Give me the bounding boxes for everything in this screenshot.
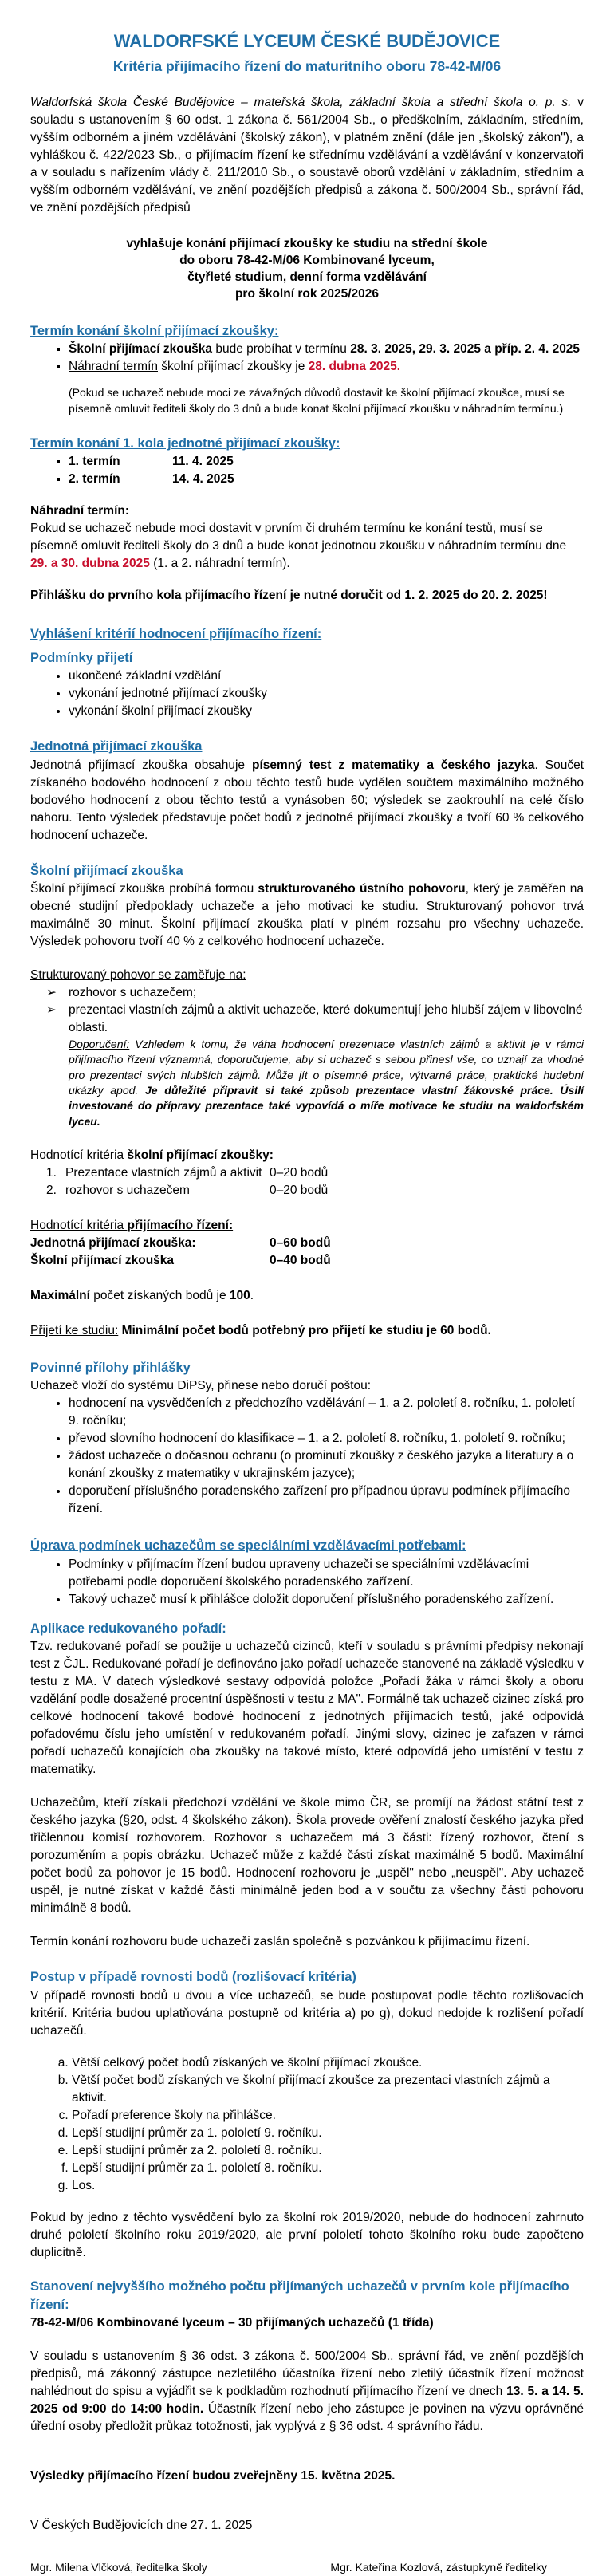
admission-points: 0–60 bodů [270, 1235, 331, 1250]
exam-text: bude probíhat v termínu [212, 342, 351, 356]
application-deadline: Přihlášku do prvního kola přijímacího řízení je nutné doručit od 1. 2. 2025 do 20. 2. 2025! [30, 589, 548, 603]
admission-item: Jednotná přijímací zkouška: [30, 1235, 196, 1250]
admission-points: 0–40 bodů [270, 1253, 331, 1267]
school-exam-dates-heading: Termín konání školní přijímací zkoušky: [30, 323, 279, 338]
list-item: e. Lepší studijní průměr za 2. pololetí 8. ročníku. [72, 2142, 584, 2160]
recommend-text: Vzhledem k tomu, že váha hodnocení prezentace vlastních zájmů a aktivit je v rámci přijímacího řízení významná, doporučujeme, aby si uchazeč s sebou přinesl vše, co uznají za vhodné pro prezentaci svých hlubších zájmů. Může jít o písemné práce, výtvarné práce, praktické hudební ukázky apod. [69, 1038, 584, 1097]
first-round-heading: Termín konání 1. kola jednotné přijímací zkoušky: [30, 435, 340, 451]
intro-text: v souladu s ustanovením § 60 odst. 1 zákona č. 561/2004 Sb., o předškolním, základním, středním, vyšším odborném a jiném vzdělávání (školský zákon), v platném znění (dále jen „školský zákon"), a vyhláškou č. 422/2023 Sb., o přijímacím řízení ke střednímu vzdělávání a vzdělávání v konzervatoři a v souladu s nařízením vlády č. 211/2010 Sb., o soustavě oborů vzdělání v základním, středním a vyšším odborném vzdělávání, ve znění pozdějších předpisů a zákona č. 500/2004 Sb., správní řád, ve znění pozdějších předpisů [30, 96, 584, 215]
list-item: • vykonání jednotné přijímací zkoušky [69, 685, 584, 703]
list-item: • převod slovního hodnocení do klasifikace – 1. a 2. pololetí 8. ročníku, 1. pololetí 9. ročníku; [69, 1430, 584, 1448]
scoring-list [30, 1164, 584, 1199]
scoring-heading [30, 1147, 584, 1164]
substitute-tail: (1. a 2. náhradní termín). [149, 557, 290, 571]
reduced-order-p2: Uchazečům, kteří získali předchozí vzdělání ve škole mimo ČR, se promíjí na žádost státní test z českého jazyka (§20, odst. 4 školského zákon). Škola provede ověření znalostí českého jazyka před třičlennou komisí rozhovorem. Rozhovor s uchazečem má 3 části: řízený rozhovor, čtení s porozuměním a popis obrázku. Uchazeč může z každé části získat maximálně 5 bodů. Maximální počet bodů za pohovor je 15 bodů. Hodnocení rozhovoru je „uspěl" nebo „neuspěl". Aby uchazeč uspěl, je nutné získat v každé části minimálně jeden bod a v součtu za všechny části pohovoru minimálně 8 bodů. [30, 1796, 584, 1916]
substitute-date: 29. a 30. dubna 2025 [30, 557, 150, 571]
capacity-heading: Stanovení nejvyššího možného počtu přijímaných uchazečů v prvním kole přijímacího řízení: [30, 2279, 569, 2313]
scoring-points: 0–20 bodů [270, 1183, 329, 1197]
signature-deputy: Mgr. Kateřina Kozlová, zástupkyně ředitelky [330, 2561, 547, 2574]
scoring-row: 2. rozhovor s uchazečem 0–20 bodů [46, 1182, 584, 1199]
list-item: f. Lepší studijní průměr za 1. pololetí 8. ročníku. [72, 2160, 584, 2177]
announce-line: čtyřleté studium, denní forma vzdělávání [187, 270, 427, 284]
admission-item: Školní přijímací zkouška [30, 1253, 175, 1267]
focus-text: rozhovor s uchazečem; [69, 986, 197, 1000]
substitute-term-label: Náhradní termín: [30, 504, 130, 518]
text-bold: strukturovaného ústního pohovoru [258, 882, 466, 896]
max-points [30, 1287, 584, 1305]
school-name: Waldorfská škola České Budějovice – mateřská škola, základní škola a střední škola o. p. s. [30, 96, 572, 110]
unified-exam-text [30, 757, 584, 845]
text: , který je zaměřen na obecné studijní předpoklady uchazeče a jeho motivaci ke studiu. Strukturovaný pohovor trvá maximálně 30 minut. Školní přijímací zkouška platí v plném rozsahu pro všechny uchazeče. Výsledek pohovoru tvoří 40 % z celkového hodnocení uchazeče. [30, 882, 584, 949]
focus-list [30, 984, 584, 1037]
list-item: • doporučení příslušného poradenského zařízení pro případnou úpravu podmínek přijímacího řízení. [69, 1483, 584, 1518]
term-date: 14. 4. 2025 [172, 472, 234, 486]
results-announcement: Výsledky přijímacího řízení budou zveřejněny 15. května 2025. [30, 2469, 396, 2483]
text: . Součet získaného bodového hodnocení z obou těchto testů bude vydělen součtem maximálního možného bodového hodnocení z obou těchto testů a vynásoben 60; výsledek se zaokrouhlí na celé číslo nahoru. Tento výsledek představuje počet bodů z jednotné přijímací zkoušky a tvoří 60 % celkového hodnocení uchazeče. [30, 758, 584, 842]
list-item [46, 984, 584, 1002]
announcement [30, 236, 584, 303]
substitute-text: Pokud se uchazeč nebude moci dostavit v prvním či druhém termínu ke konání testů, musí se písemně omluvit řediteli školy do 3 dnů a bude konat jednotnou zkoušku v náhradním termínu dne [30, 522, 567, 553]
text: Hodnotící kritéria [30, 1218, 128, 1232]
tie-break-outro: Pokud by jedno z těchto vysvědčení bylo za školní rok 2019/2020, nebude do hodnocení zahrnuto druhé pololetí školního roku 2019/2020, ale první pololetí tohoto školního roku bude započteno duplicitně. [30, 2210, 584, 2259]
term-date: 11. 4. 2025 [172, 455, 234, 469]
arrow-icon: ➢ [46, 1003, 57, 1018]
list-item: b. Větší počet bodů získaných ve školní přijímací zkoušce za prezentaci vlastních zájmů a aktivit. [72, 2072, 584, 2107]
list-item: • Takový uchazeč musí k přihlášce doložit doporučení příslušného poradenského zařízení. [69, 1591, 584, 1609]
arrow-icon: ➢ [46, 986, 57, 1000]
term-label: ▪ 2. termín [69, 472, 120, 486]
text-bold: 100 [229, 1288, 250, 1302]
text: Jednotná přijímací zkouška obsahuje [30, 758, 252, 772]
focus-text: prezentaci vlastních zájmů a aktivit uchazeče, které dokumentují jeho hlubší zájem v libovolné oblasti. [69, 1003, 583, 1035]
conditions-heading: Podmínky přijetí [30, 650, 133, 665]
school-exam-note: (Pokud se uchazeč nebude moci ze závažných důvodů dostavit ke školní přijímací zkoušce, musí se písemně omluvit řediteli školy do 3 dnů a bude konat školní přijímací zkoušku v náhradním termínu.) [69, 386, 565, 416]
list-item: • hodnocení na vysvědčeních z předchozího vzdělávání – 1. a 2. pololetí 8. ročníku, 1. pololetí 9. ročníku; [69, 1395, 584, 1430]
text: Hodnotící kritéria [30, 1148, 128, 1162]
list-item: • Podmínky v přijímacím řízení budou upraveny uchazeči se speciálními vzdělávacími potřebami podle doporučení školského poradenského zařízení. [69, 1556, 584, 1591]
document-subtitle: Kritéria přijímacího řízení do maturitního oboru 78-42-M/06 [112, 58, 502, 75]
substitute-term-text [30, 520, 584, 573]
text: počet získaných bodů je [89, 1288, 230, 1302]
list-item: • žádost uchazeče o dočasnou ochranu (o prominutí zkoušky z českého jazyka a literatury a o konání zkoušky z matematiky v ukrajinském jazyce); [69, 1448, 584, 1483]
recommendation [30, 1037, 584, 1129]
inspection-text [30, 2348, 584, 2436]
substitute-date: 28. dubna 2025. [308, 360, 401, 374]
text: . [250, 1288, 254, 1302]
list-item: d. Lepší studijní průměr za 1. pololetí 9. ročníku. [72, 2125, 584, 2142]
capacity-line: 78-42-M/06 Kombinované lyceum – 30 přijímaných uchazečů (1 třída) [30, 2316, 434, 2330]
scoring-points: 0–20 bodů [270, 1165, 329, 1180]
text-bold: Maximální [30, 1288, 90, 1302]
school-exam-text [30, 880, 584, 951]
special-needs-list [30, 1556, 584, 1609]
list-item [69, 358, 584, 376]
intro-paragraph [30, 94, 584, 217]
text: V souladu s ustanovením § 36 odst. 3 zákona č. 500/2004 Sb., správní řád, ve znění pozdějších předpisů, má zákonný zástupce nezletilého účastníka řízení nebo zletilý účastník řízení možnost nahlédnout do spisu a vyjádřit se k podkladům rozhodnutí přijímacího řízení ve dnech [30, 2350, 584, 2399]
scoring-item: rozhovor s uchazečem [65, 1183, 190, 1197]
exam-dates: 28. 3. 2025, 29. 3. 2025 a příp. 2. 4. 2025 [350, 342, 581, 356]
list-item: c. Pořadí preference školy na přihlášce. [72, 2107, 584, 2125]
reduced-order-heading: Aplikace redukovaného pořadí: [30, 1621, 226, 1636]
announce-line: do oboru 78-42-M/06 Kombinované lyceum, [179, 254, 435, 267]
substitute-text: školní přijímací zkoušky je [158, 360, 309, 374]
admission-list [30, 1235, 584, 1270]
text: Školní přijímací zkouška probíhá formou [30, 882, 258, 896]
scoring-item: Prezentace vlastních zájmů a aktivit [65, 1165, 262, 1180]
place-date: V Českých Budějovicích dne 27. 1. 2025 [30, 2519, 253, 2533]
list-item [46, 1002, 584, 1037]
list-item [69, 341, 584, 358]
attachments-heading: Povinné přílohy přihlášky [30, 1360, 191, 1375]
term-item [69, 471, 584, 488]
list-item: a. Větší celkový počet bodů získaných ve školní přijímací zkoušce. [72, 2054, 584, 2072]
text-bold: písemný test z matematiky a českého jazyka [251, 758, 535, 772]
announce-line: pro školní rok 2025/2026 [234, 286, 380, 301]
list-item: • ukončené základní vzdělání [69, 668, 584, 685]
special-needs-heading: Úprava podmínek uchazečům se speciálními vzdělávacími potřebami: [30, 1538, 466, 1554]
signature-principal: Mgr. Milena Vlčková, ředitelka školy [30, 2561, 207, 2574]
attachments-intro: Uchazeč vloží do systému DiPSy, přinese nebo doručí poštou: [30, 1379, 372, 1393]
recommend-label: Doporučení: [69, 1038, 130, 1051]
first-round-terms [30, 453, 584, 488]
text-bold: Minimální počet bodů potřebný pro přijetí ke studiu je 60 bodů. [118, 1323, 491, 1337]
conditions-list [30, 668, 584, 720]
term-label: ▪ 1. termín [69, 455, 120, 469]
text: Účastník řízení nebo jeho zástupce je povinen na výzvu oprávněné úřední osoby předložit průkaz totožnosti, jak vyplývá z § 36 odst. 4 správního řádu. [30, 2402, 584, 2434]
tie-break-list [30, 2054, 584, 2195]
signatures [30, 2560, 584, 2576]
recommend-bold: Je důležité připravit si také způsob prezentace vlastní žákovské práce. Úsilí investované do přípravy prezentace také vypovídá o míře motivace ke studiu na waldorfském lyceu. [69, 1083, 584, 1128]
list-item: • vykonání školní přijímací zkoušky [69, 703, 584, 720]
school-exam-heading: Školní přijímací zkouška [30, 863, 183, 878]
criteria-heading: Vyhlášení kritérií hodnocení přijímacího řízení: [30, 627, 322, 642]
reduced-order-p1: Tzv. redukované pořadí se použije u uchazečů cizinců, kteří v souladu s právními předpisy nekonají test z ČJL. Redukované pořadí je definováno jako pořadí uchazeče stanovené na základě výsledku v testu z MA. V datech výsledkové sestavy odpovídá položce „Pořadí žáka v rámci školy a oboru vzdělání podle dosažené procentní úspěšnosti v testu z MA". Formálně tak uchazeč cizinec získá pro celkové hodnocení takové bodové hodnocení z jednotných přijímacích testů, jaké odpovídá pořadovému číslu jeho umístění v redukovaném pořadí. Jinými slovy, cizinec je zařazen v rámci pořadí uchazečů konajících oba zkoušky na takové místo, které odpovídá jeho umístění v testu z matematiky. [30, 1640, 584, 1777]
tie-break-heading: Postup v případě rovnosti bodů (rozlišovací kritéria) [30, 1970, 356, 1985]
announce-line: vyhlašuje konání přijímací zkoušky ke studiu na střední škole [126, 237, 488, 251]
min-points [30, 1322, 584, 1340]
text-bold: 13. 5. a 14. 5. 2025 od 9:00 do 14:00 hodin. [30, 2385, 584, 2416]
list-item: g. Los. [72, 2177, 584, 2195]
exam-label: Školní přijímací zkouška [69, 342, 213, 356]
admission-row [30, 1235, 584, 1252]
admission-heading [30, 1217, 584, 1235]
attachments-list [30, 1395, 584, 1518]
text-bold: přijímacího řízení: [127, 1218, 234, 1232]
document-title: WALDORFSKÉ LYCEUM ČESKÉ BUDĚJOVICE [113, 31, 501, 51]
focus-heading: Strukturovaný pohovor se zaměřuje na: [30, 968, 246, 983]
school-exam-dates-list [30, 341, 584, 376]
substitute-label: Náhradní termín [69, 360, 158, 374]
reduced-order-p3: Termín konání rozhovoru bude uchazeči zaslán společně s pozvánkou k přijímacímu řízení. [30, 1935, 530, 1949]
text-bold: školní přijímací zkoušky: [127, 1148, 274, 1162]
tie-break-intro: V případě rovnosti bodů u dvou a více uchazečů, se bude postupovat podle těchto rozlišovacích kritérií. Kritéria budou uplatňována postupně od kritéria a) po g), dokud nedojde k rozlišení pořadí uchazečů. [30, 1988, 584, 2038]
admission-row [30, 1252, 584, 1270]
term-item [69, 453, 584, 471]
scoring-row: 1. Prezentace vlastních zájmů a aktivit 0–20 bodů [46, 1164, 584, 1182]
unified-exam-heading: Jednotná přijímací zkouška [30, 739, 203, 754]
text-underlined: Přijetí ke studiu: [30, 1323, 119, 1337]
